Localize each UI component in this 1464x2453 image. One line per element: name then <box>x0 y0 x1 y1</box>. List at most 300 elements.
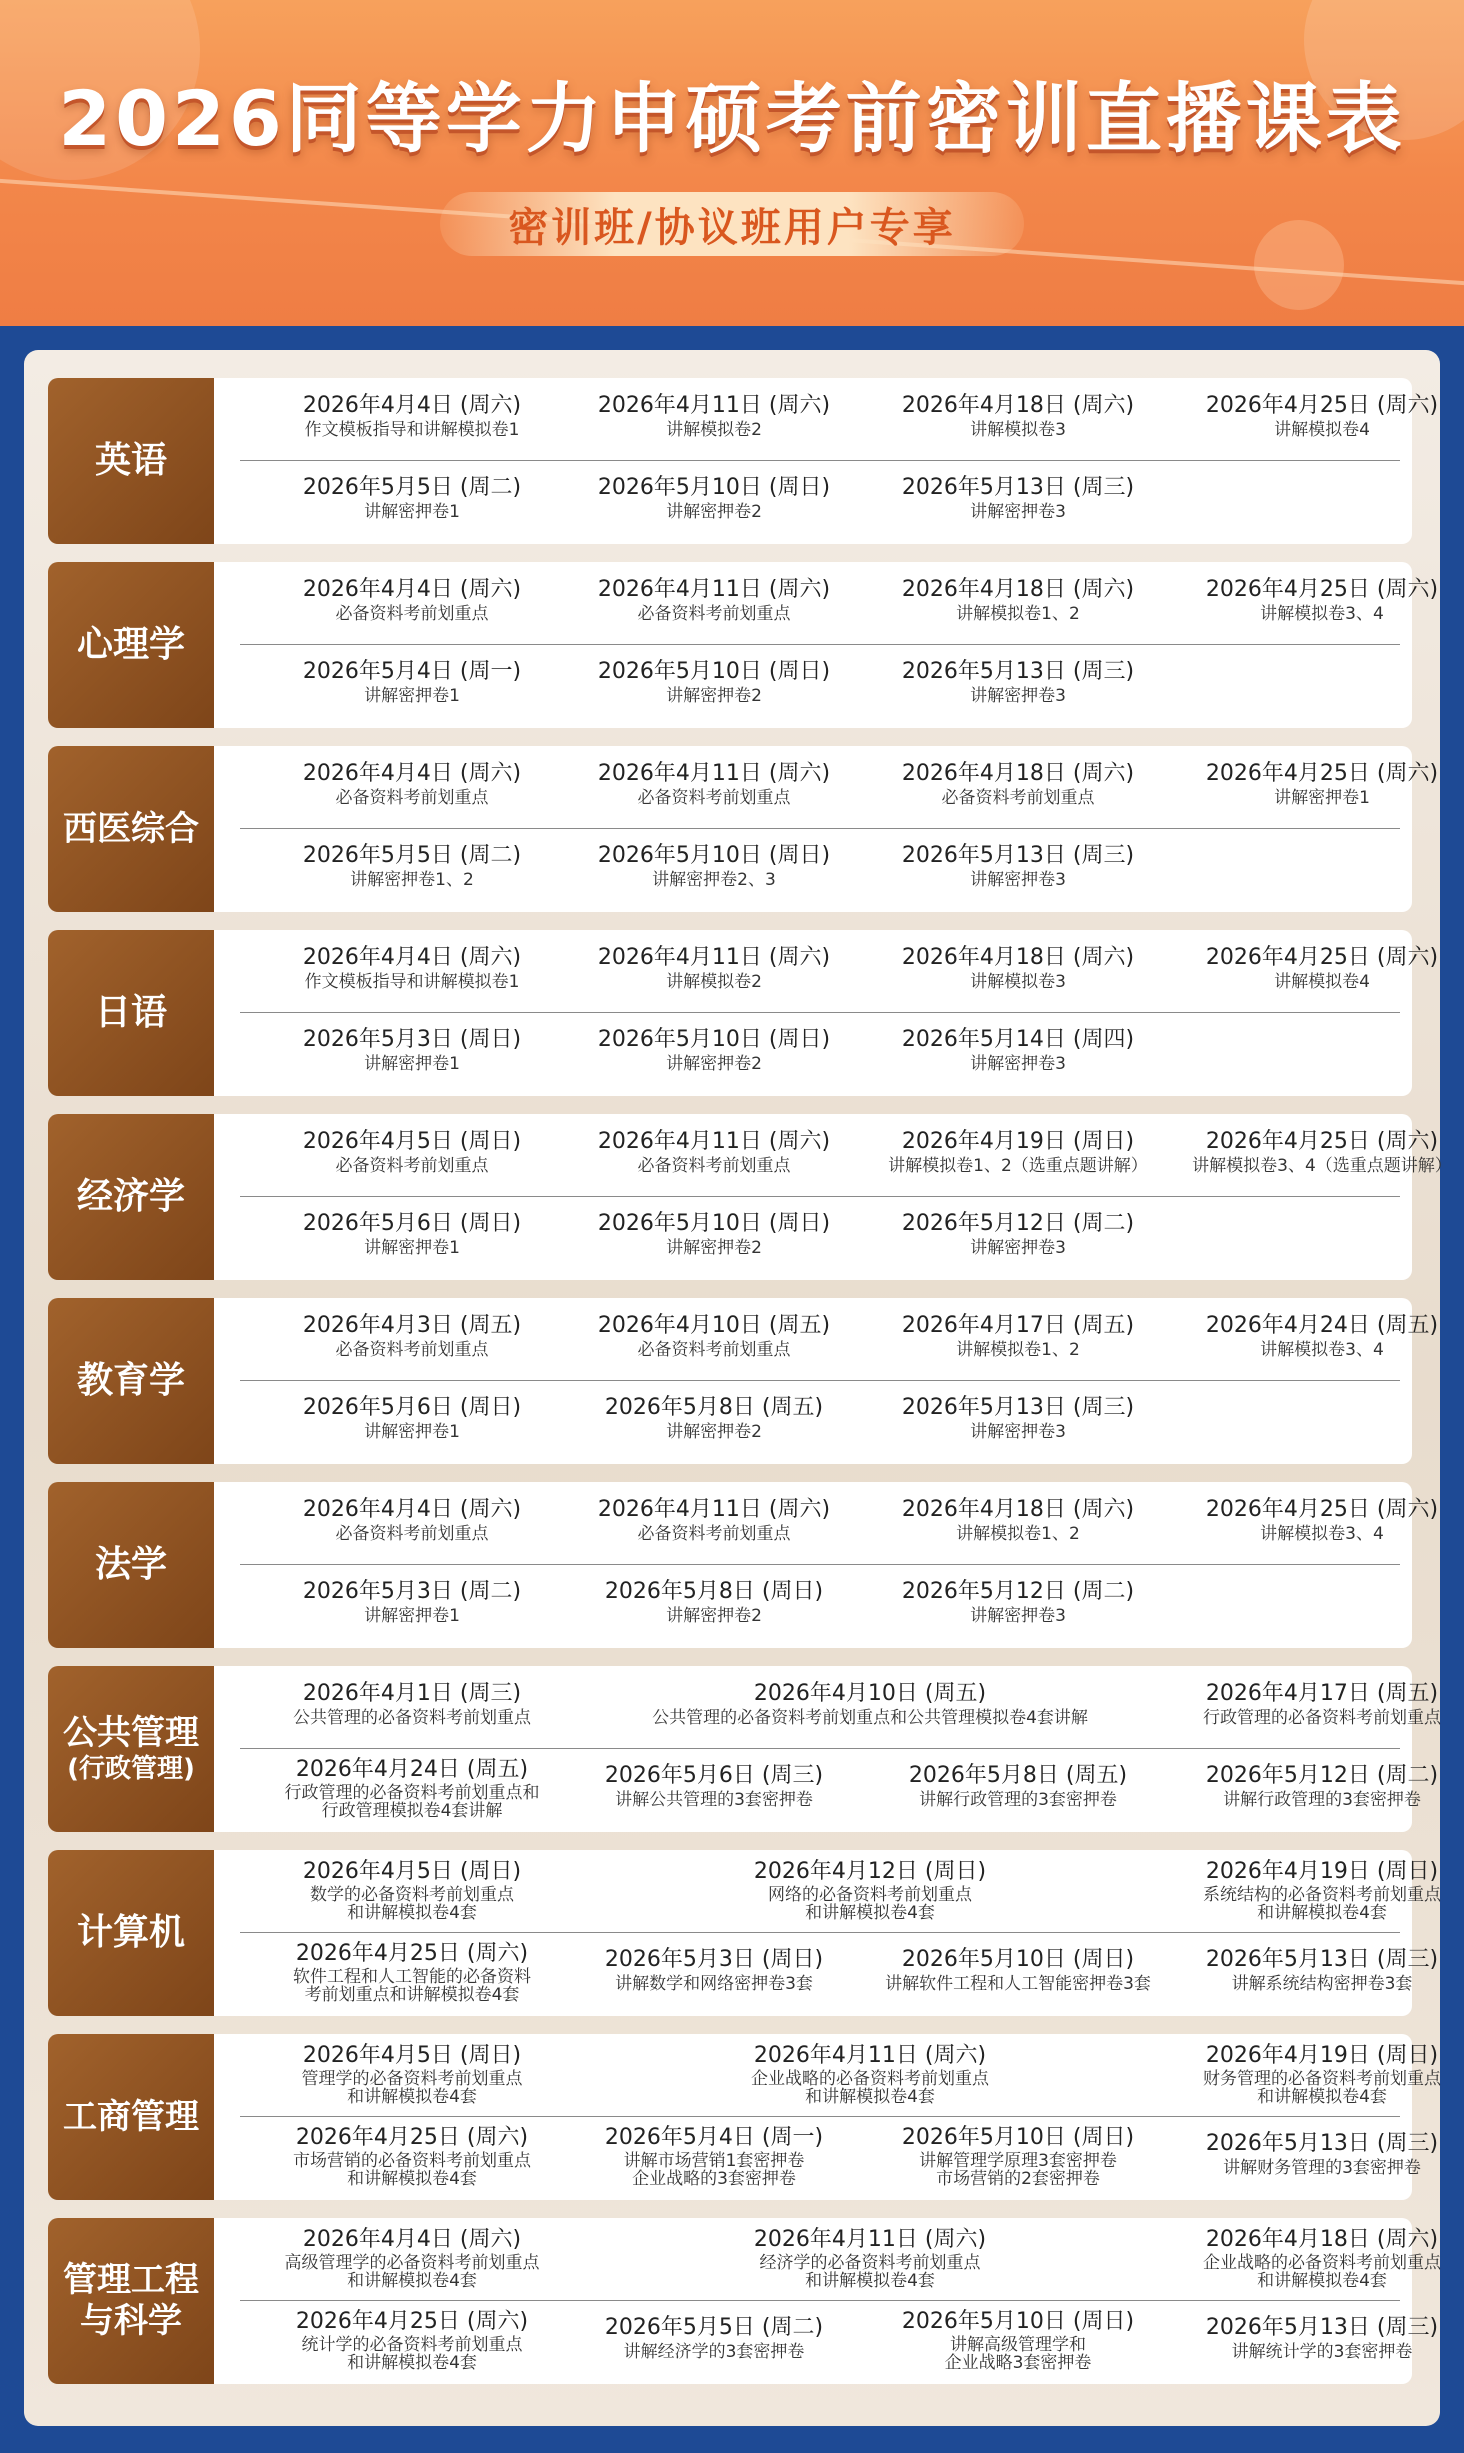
subject-name: 法学 <box>94 1544 167 1586</box>
subject-name: 西医综合 <box>63 808 199 849</box>
session-topic: 市场营销的2套密押卷 <box>936 2169 1100 2189</box>
session-cell <box>564 1762 864 1810</box>
session-date: 2026年5月12日 (周二) <box>1205 1763 1439 1788</box>
session-date: 2026年5月3日 (周二) <box>302 1579 522 1604</box>
session-topic: 必备资料考前划重点 <box>335 1524 489 1544</box>
session-cell <box>564 392 864 440</box>
session-cell <box>868 1762 1168 1810</box>
session-date: 2026年5月5日 (周二) <box>604 2315 824 2340</box>
session-topic: 讲解统计学的3套密押卷 <box>1231 2342 1413 2362</box>
session-topic: 和讲解模拟卷4套 <box>347 2169 477 2189</box>
session-topic: 讲解密押卷2 <box>666 502 762 522</box>
session-topic: 讲解数学和网络密押卷3套 <box>615 1974 813 1994</box>
session-topic: 和讲解模拟卷4套 <box>1257 2087 1387 2107</box>
session-date: 2026年4月4日 (周六) <box>302 393 522 418</box>
session-topic: 和讲解模拟卷4套 <box>805 1903 935 1923</box>
session-cell <box>868 944 1168 992</box>
session-cell <box>868 1946 1168 1994</box>
session-date: 2026年5月8日 (周日) <box>604 1579 824 1604</box>
session-topic: 讲解密押卷1、2 <box>350 870 474 890</box>
session-topic: 行政管理的必备资料考前划重点和 <box>284 1783 540 1803</box>
session-cell <box>868 474 1168 522</box>
session-cell <box>868 842 1168 890</box>
session-topic: 讲解密押卷1 <box>364 1422 460 1442</box>
subject-label <box>48 2034 214 2200</box>
session-date: 2026年5月8日 (周五) <box>604 1395 824 1420</box>
session-date: 2026年5月13日 (周三) <box>901 475 1135 500</box>
session-date: 2026年5月14日 (周四) <box>901 1027 1135 1052</box>
row-divider <box>240 828 1400 829</box>
session-topic: 软件工程和人工智能的必备资料 <box>293 1967 531 1987</box>
session-cell <box>262 944 562 992</box>
session-date: 2026年4月11日 (周六) <box>753 2227 987 2252</box>
session-date: 2026年4月18日 (周六) <box>901 761 1135 786</box>
session-topic: 必备资料考前划重点 <box>335 1156 489 1176</box>
session-cell <box>1172 1858 1464 1922</box>
session-cell <box>868 2308 1168 2372</box>
session-topic: 必备资料考前划重点 <box>335 788 489 808</box>
session-topic: 必备资料考前划重点 <box>637 788 791 808</box>
session-date: 2026年4月1日 (周三) <box>302 1681 522 1706</box>
session-topic: 和讲解模拟卷4套 <box>347 2271 477 2291</box>
session-date: 2026年4月10日 (周五) <box>753 1681 987 1706</box>
session-cell <box>610 1858 1130 1922</box>
session-cell <box>262 1394 562 1442</box>
session-topic: 统计学的必备资料考前划重点 <box>301 2335 523 2355</box>
session-topic: 讲解密押卷2 <box>666 1606 762 1626</box>
session-topic: 考前划重点和讲解模拟卷4套 <box>304 1985 520 2005</box>
session-topic: 讲解模拟卷1、2 <box>956 1524 1080 1544</box>
session-date: 2026年5月10日 (周日) <box>597 843 831 868</box>
session-date: 2026年4月4日 (周六) <box>302 577 522 602</box>
session-date: 2026年5月13日 (周三) <box>1205 2131 1439 2156</box>
subject-section <box>48 1850 1441 2016</box>
session-topic: 讲解密押卷2 <box>666 1422 762 1442</box>
session-cell <box>1172 1946 1464 1994</box>
session-date: 2026年4月25日 (周六) <box>295 1941 529 1966</box>
subject-label <box>48 2218 214 2384</box>
row-divider <box>240 460 1400 461</box>
session-date: 2026年5月3日 (周日) <box>604 1947 824 1972</box>
session-cell <box>1172 2042 1464 2106</box>
subject-name: 心理学 <box>76 624 185 666</box>
subject-section <box>48 930 1439 1096</box>
schedule-card <box>214 1298 1439 1464</box>
session-topic: 讲解密押卷1 <box>364 1054 460 1074</box>
session-cell <box>262 842 562 890</box>
subject-section <box>48 2218 1441 2384</box>
session-cell <box>564 658 864 706</box>
subject-label <box>48 746 214 912</box>
session-date: 2026年5月8日 (周五) <box>908 1763 1128 1788</box>
row-divider <box>240 1012 1400 1013</box>
session-cell <box>868 658 1168 706</box>
subject-section <box>48 378 1439 544</box>
session-date: 2026年4月12日 (周日) <box>753 1859 987 1884</box>
session-topic: 讲解密押卷2 <box>666 1238 762 1258</box>
session-topic: 公共管理的必备资料考前划重点和公共管理模拟卷4套讲解 <box>652 1708 1088 1728</box>
session-date: 2026年4月24日 (周五) <box>1205 1313 1439 1338</box>
session-date: 2026年4月17日 (周五) <box>1205 1681 1439 1706</box>
session-cell <box>1172 1128 1464 1176</box>
session-topic: 讲解模拟卷3 <box>970 972 1066 992</box>
session-cell <box>1172 2130 1464 2178</box>
subject-section <box>48 562 1439 728</box>
session-cell <box>262 658 562 706</box>
session-cell <box>1172 1762 1464 1810</box>
session-date: 2026年4月18日 (周六) <box>901 945 1135 970</box>
session-topic: 讲解市场营销1套密押卷 <box>623 2151 805 2171</box>
session-topic: 作文模板指导和讲解模拟卷1 <box>304 420 520 440</box>
session-topic: 讲解经济学的3套密押卷 <box>623 2342 805 2362</box>
subject-name-sub: 与科学 <box>80 2301 182 2341</box>
schedule-card <box>214 2034 1441 2200</box>
session-cell <box>1172 760 1464 808</box>
session-topic: 讲解管理学原理3套密押卷 <box>919 2151 1117 2171</box>
subject-name: 管理工程 <box>63 2260 199 2301</box>
schedule-card <box>214 746 1439 912</box>
session-date: 2026年4月5日 (周日) <box>302 1859 522 1884</box>
session-topic: 企业战略的必备资料考前划重点 <box>1203 2253 1441 2273</box>
session-topic: 讲解密押卷3 <box>970 1606 1066 1626</box>
session-date: 2026年4月11日 (周六) <box>597 577 831 602</box>
session-topic: 必备资料考前划重点 <box>637 604 791 624</box>
session-cell <box>262 1026 562 1074</box>
session-topic: 讲解模拟卷1、2 <box>956 1340 1080 1360</box>
session-cell <box>564 1128 864 1176</box>
schedule-card <box>214 1482 1439 1648</box>
session-date: 2026年4月4日 (周六) <box>302 2227 522 2252</box>
session-cell <box>868 1026 1168 1074</box>
session-date: 2026年5月3日 (周日) <box>302 1027 522 1052</box>
session-topic: 讲解密押卷1 <box>364 1606 460 1626</box>
session-date: 2026年5月4日 (周一) <box>302 659 522 684</box>
subject-name-sub: (行政管理) <box>67 1753 195 1784</box>
session-cell <box>564 474 864 522</box>
session-topic: 必备资料考前划重点 <box>941 788 1095 808</box>
session-cell <box>1172 1496 1464 1544</box>
session-date: 2026年5月13日 (周三) <box>901 659 1135 684</box>
session-date: 2026年5月10日 (周日) <box>901 1947 1135 1972</box>
session-topic: 和讲解模拟卷4套 <box>347 2353 477 2373</box>
session-cell <box>564 1394 864 1442</box>
session-cell <box>868 1578 1168 1626</box>
session-cell <box>262 1210 562 1258</box>
subject-name: 公共管理 <box>63 1713 199 1753</box>
session-cell <box>564 1210 864 1258</box>
session-topic: 讲解模拟卷3、4 <box>1260 1340 1384 1360</box>
session-date: 2026年4月4日 (周六) <box>302 761 522 786</box>
session-topic: 管理学的必备资料考前划重点 <box>301 2069 523 2089</box>
session-topic: 讲解模拟卷1、2 <box>956 604 1080 624</box>
subject-label <box>48 1666 214 1832</box>
session-date: 2026年5月10日 (周日) <box>597 475 831 500</box>
session-date: 2026年4月5日 (周日) <box>302 2043 522 2068</box>
session-cell <box>868 1496 1168 1544</box>
session-date: 2026年4月11日 (周六) <box>753 2043 987 2068</box>
subject-label <box>48 930 214 1096</box>
subject-label <box>48 1114 214 1280</box>
session-topic: 讲解公共管理的3套密押卷 <box>615 1790 813 1810</box>
session-topic: 讲解密押卷3 <box>970 502 1066 522</box>
schedule-card <box>214 2218 1441 2384</box>
session-cell <box>564 760 864 808</box>
session-cell <box>262 1940 562 2004</box>
row-divider <box>240 1196 1400 1197</box>
schedule-card <box>214 1114 1452 1280</box>
session-cell <box>262 474 562 522</box>
session-date: 2026年5月6日 (周三) <box>604 1763 824 1788</box>
session-cell <box>1172 1680 1464 1728</box>
session-topic: 讲解密押卷3 <box>970 1054 1066 1074</box>
session-cell <box>262 2308 562 2372</box>
session-cell <box>262 760 562 808</box>
session-date: 2026年4月11日 (周六) <box>597 1129 831 1154</box>
session-topic: 和讲解模拟卷4套 <box>805 2271 935 2291</box>
session-topic: 讲解模拟卷4 <box>1274 420 1370 440</box>
session-cell <box>564 842 864 890</box>
session-topic: 讲解行政管理的3套密押卷 <box>919 1790 1117 1810</box>
session-topic: 讲解模拟卷3 <box>970 420 1066 440</box>
session-topic: 和讲解模拟卷4套 <box>1257 1903 1387 1923</box>
session-cell <box>1172 576 1464 624</box>
subject-section <box>48 1298 1439 1464</box>
session-date: 2026年5月13日 (周三) <box>901 1395 1135 1420</box>
session-topic: 和讲解模拟卷4套 <box>1257 2271 1387 2291</box>
session-date: 2026年4月25日 (周六) <box>1205 577 1439 602</box>
header-banner <box>0 0 1464 326</box>
subject-name: 经济学 <box>76 1176 185 1218</box>
subject-name: 计算机 <box>76 1912 185 1954</box>
session-date: 2026年4月19日 (周日) <box>901 1129 1135 1154</box>
subject-label <box>48 562 214 728</box>
session-topic: 数学的必备资料考前划重点 <box>310 1885 514 1905</box>
row-divider <box>240 2116 1400 2117</box>
session-topic: 讲解密押卷2 <box>666 686 762 706</box>
session-date: 2026年5月5日 (周二) <box>302 843 522 868</box>
session-cell <box>262 1578 562 1626</box>
session-date: 2026年4月11日 (周六) <box>597 945 831 970</box>
session-topic: 网络的必备资料考前划重点 <box>768 1885 972 1905</box>
session-date: 2026年5月12日 (周二) <box>901 1579 1135 1604</box>
session-cell <box>262 2124 562 2188</box>
session-date: 2026年5月13日 (周三) <box>1205 2315 1439 2340</box>
session-date: 2026年4月25日 (周六) <box>1205 1497 1439 1522</box>
session-date: 2026年4月11日 (周六) <box>597 761 831 786</box>
session-topic: 作文模板指导和讲解模拟卷1 <box>304 972 520 992</box>
session-cell <box>1172 2226 1464 2290</box>
session-date: 2026年4月25日 (周六) <box>295 2309 529 2334</box>
session-topic: 讲解密押卷2、3 <box>652 870 776 890</box>
session-topic: 讲解密押卷1 <box>364 1238 460 1258</box>
subject-name: 日语 <box>94 992 167 1034</box>
session-date: 2026年5月13日 (周三) <box>901 843 1135 868</box>
session-cell <box>868 1210 1168 1258</box>
session-cell <box>262 2226 562 2290</box>
session-cell <box>868 1312 1168 1360</box>
session-topic: 讲解高级管理学和 <box>950 2335 1086 2355</box>
row-divider <box>240 1380 1400 1381</box>
session-cell <box>564 1946 864 1994</box>
session-date: 2026年5月13日 (周三) <box>1205 1947 1439 1972</box>
session-date: 2026年5月10日 (周日) <box>597 1211 831 1236</box>
session-date: 2026年4月19日 (周日) <box>1205 2043 1439 2068</box>
session-topic: 讲解密押卷3 <box>970 1238 1066 1258</box>
session-date: 2026年4月18日 (周六) <box>1205 2227 1439 2252</box>
session-date: 2026年4月25日 (周六) <box>1205 1129 1439 1154</box>
session-date: 2026年4月25日 (周六) <box>295 2125 529 2150</box>
row-divider <box>240 1564 1400 1565</box>
session-cell <box>262 576 562 624</box>
session-topic: 企业战略3套密押卷 <box>944 2353 1092 2373</box>
session-cell <box>610 1680 1130 1728</box>
session-topic: 讲解密押卷1 <box>1274 788 1370 808</box>
schedule-card <box>214 1850 1441 2016</box>
session-topic: 讲解模拟卷3、4 <box>1260 1524 1384 1544</box>
session-date: 2026年4月11日 (周六) <box>597 1497 831 1522</box>
session-topic: 企业战略的必备资料考前划重点 <box>751 2069 989 2089</box>
session-date: 2026年4月4日 (周六) <box>302 945 522 970</box>
decor-circle <box>1254 220 1344 310</box>
session-cell <box>1172 1312 1464 1360</box>
session-topic: 讲解模拟卷3、4（选重点题讲解） <box>1192 1156 1452 1176</box>
session-topic: 讲解行政管理的3套密押卷 <box>1223 1790 1421 1810</box>
session-cell <box>868 2124 1168 2188</box>
session-cell <box>262 1128 562 1176</box>
subject-label <box>48 378 214 544</box>
session-date: 2026年4月18日 (周六) <box>901 393 1135 418</box>
session-cell <box>564 2124 864 2188</box>
schedule-card <box>214 562 1439 728</box>
session-date: 2026年5月10日 (周日) <box>901 2125 1135 2150</box>
session-cell <box>564 1026 864 1074</box>
subject-label <box>48 1298 214 1464</box>
subject-section <box>48 1666 1441 1832</box>
session-date: 2026年5月10日 (周日) <box>901 2309 1135 2334</box>
session-topic: 讲解密押卷2 <box>666 1054 762 1074</box>
session-date: 2026年4月18日 (周六) <box>901 577 1135 602</box>
session-topic: 讲解财务管理的3套密押卷 <box>1223 2158 1421 2178</box>
row-divider <box>240 1932 1400 1933</box>
session-cell <box>262 392 562 440</box>
session-topic: 讲解密押卷3 <box>970 1422 1066 1442</box>
session-topic: 讲解模拟卷4 <box>1274 972 1370 992</box>
session-topic: 讲解模拟卷2 <box>666 420 762 440</box>
session-date: 2026年4月25日 (周六) <box>1205 945 1439 970</box>
session-date: 2026年5月6日 (周日) <box>302 1211 522 1236</box>
subject-section <box>48 746 1439 912</box>
session-topic: 讲解模拟卷1、2（选重点题讲解） <box>888 1156 1148 1176</box>
row-divider <box>240 644 1400 645</box>
session-topic: 必备资料考前划重点 <box>637 1524 791 1544</box>
schedule-card <box>214 378 1439 544</box>
row-divider <box>240 1748 1400 1749</box>
session-cell <box>1172 944 1464 992</box>
session-topic: 必备资料考前划重点 <box>335 604 489 624</box>
session-date: 2026年4月10日 (周五) <box>597 1313 831 1338</box>
session-topic: 讲解密押卷1 <box>364 686 460 706</box>
session-topic: 高级管理学的必备资料考前划重点 <box>284 2253 540 2273</box>
session-date: 2026年5月6日 (周日) <box>302 1395 522 1420</box>
session-date: 2026年5月10日 (周日) <box>597 659 831 684</box>
session-date: 2026年5月4日 (周一) <box>604 2125 824 2150</box>
session-cell <box>262 1680 562 1728</box>
session-date: 2026年4月24日 (周五) <box>295 1757 529 1782</box>
session-cell <box>262 1312 562 1360</box>
session-date: 2026年4月11日 (周六) <box>597 393 831 418</box>
session-date: 2026年4月18日 (周六) <box>901 1497 1135 1522</box>
session-date: 2026年4月5日 (周日) <box>302 1129 522 1154</box>
session-cell <box>868 392 1168 440</box>
session-cell <box>610 2226 1130 2290</box>
subject-name: 英语 <box>94 440 167 482</box>
session-topic: 和讲解模拟卷4套 <box>805 2087 935 2107</box>
session-date: 2026年5月5日 (周二) <box>302 475 522 500</box>
session-cell <box>564 1312 864 1360</box>
session-topic: 讲解模拟卷3、4 <box>1260 604 1384 624</box>
subject-section <box>48 2034 1441 2200</box>
session-topic: 市场营销的必备资料考前划重点 <box>293 2151 531 2171</box>
session-topic: 财务管理的必备资料考前划重点 <box>1203 2069 1441 2089</box>
session-cell <box>564 1496 864 1544</box>
page-title: 2026同等学力申硕考前密训直播课表 <box>58 74 1406 163</box>
subtitle-banner <box>440 192 1024 256</box>
session-date: 2026年4月3日 (周五) <box>302 1313 522 1338</box>
session-topic: 讲解软件工程和人工智能密押卷3套 <box>885 1974 1151 1994</box>
page-subtitle: 密训班/协议班用户专享 <box>508 204 956 251</box>
session-topic: 必备资料考前划重点 <box>637 1340 791 1360</box>
session-date: 2026年4月25日 (周六) <box>1205 761 1439 786</box>
session-topic: 必备资料考前划重点 <box>637 1156 791 1176</box>
session-date: 2026年4月19日 (周日) <box>1205 1859 1439 1884</box>
session-cell <box>564 1578 864 1626</box>
session-date: 2026年5月10日 (周日) <box>597 1027 831 1052</box>
subject-section <box>48 1114 1452 1280</box>
session-topic: 讲解模拟卷2 <box>666 972 762 992</box>
row-divider <box>240 2300 1400 2301</box>
session-topic: 讲解密押卷3 <box>970 870 1066 890</box>
session-cell <box>1172 392 1464 440</box>
session-cell <box>868 576 1168 624</box>
session-cell <box>564 2314 864 2362</box>
session-topic: 和讲解模拟卷4套 <box>347 1903 477 1923</box>
session-topic: 公共管理的必备资料考前划重点 <box>293 1708 531 1728</box>
session-cell <box>868 760 1168 808</box>
session-date: 2026年4月25日 (周六) <box>1205 393 1439 418</box>
subject-label <box>48 1850 214 2016</box>
session-topic: 和讲解模拟卷4套 <box>347 2087 477 2107</box>
session-date: 2026年5月12日 (周二) <box>901 1211 1135 1236</box>
session-cell <box>262 1858 562 1922</box>
schedule-card <box>214 1666 1441 1832</box>
session-topic: 讲解密押卷1 <box>364 502 460 522</box>
session-topic: 企业战略的3套密押卷 <box>632 2169 796 2189</box>
subject-label <box>48 1482 214 1648</box>
session-cell <box>1172 2314 1464 2362</box>
session-topic: 讲解密押卷3 <box>970 686 1066 706</box>
session-topic: 讲解系统结构密押卷3套 <box>1231 1974 1413 1994</box>
session-topic: 行政管理的必备资料考前划重点 <box>1203 1708 1441 1728</box>
subject-name: 工商管理 <box>63 2096 199 2137</box>
subject-name: 教育学 <box>76 1360 185 1402</box>
session-cell <box>564 944 864 992</box>
session-topic: 必备资料考前划重点 <box>335 1340 489 1360</box>
session-cell <box>610 2042 1130 2106</box>
session-date: 2026年4月17日 (周五) <box>901 1313 1135 1338</box>
session-topic: 行政管理模拟卷4套讲解 <box>321 1801 503 1821</box>
session-cell <box>564 576 864 624</box>
session-cell <box>262 2042 562 2106</box>
